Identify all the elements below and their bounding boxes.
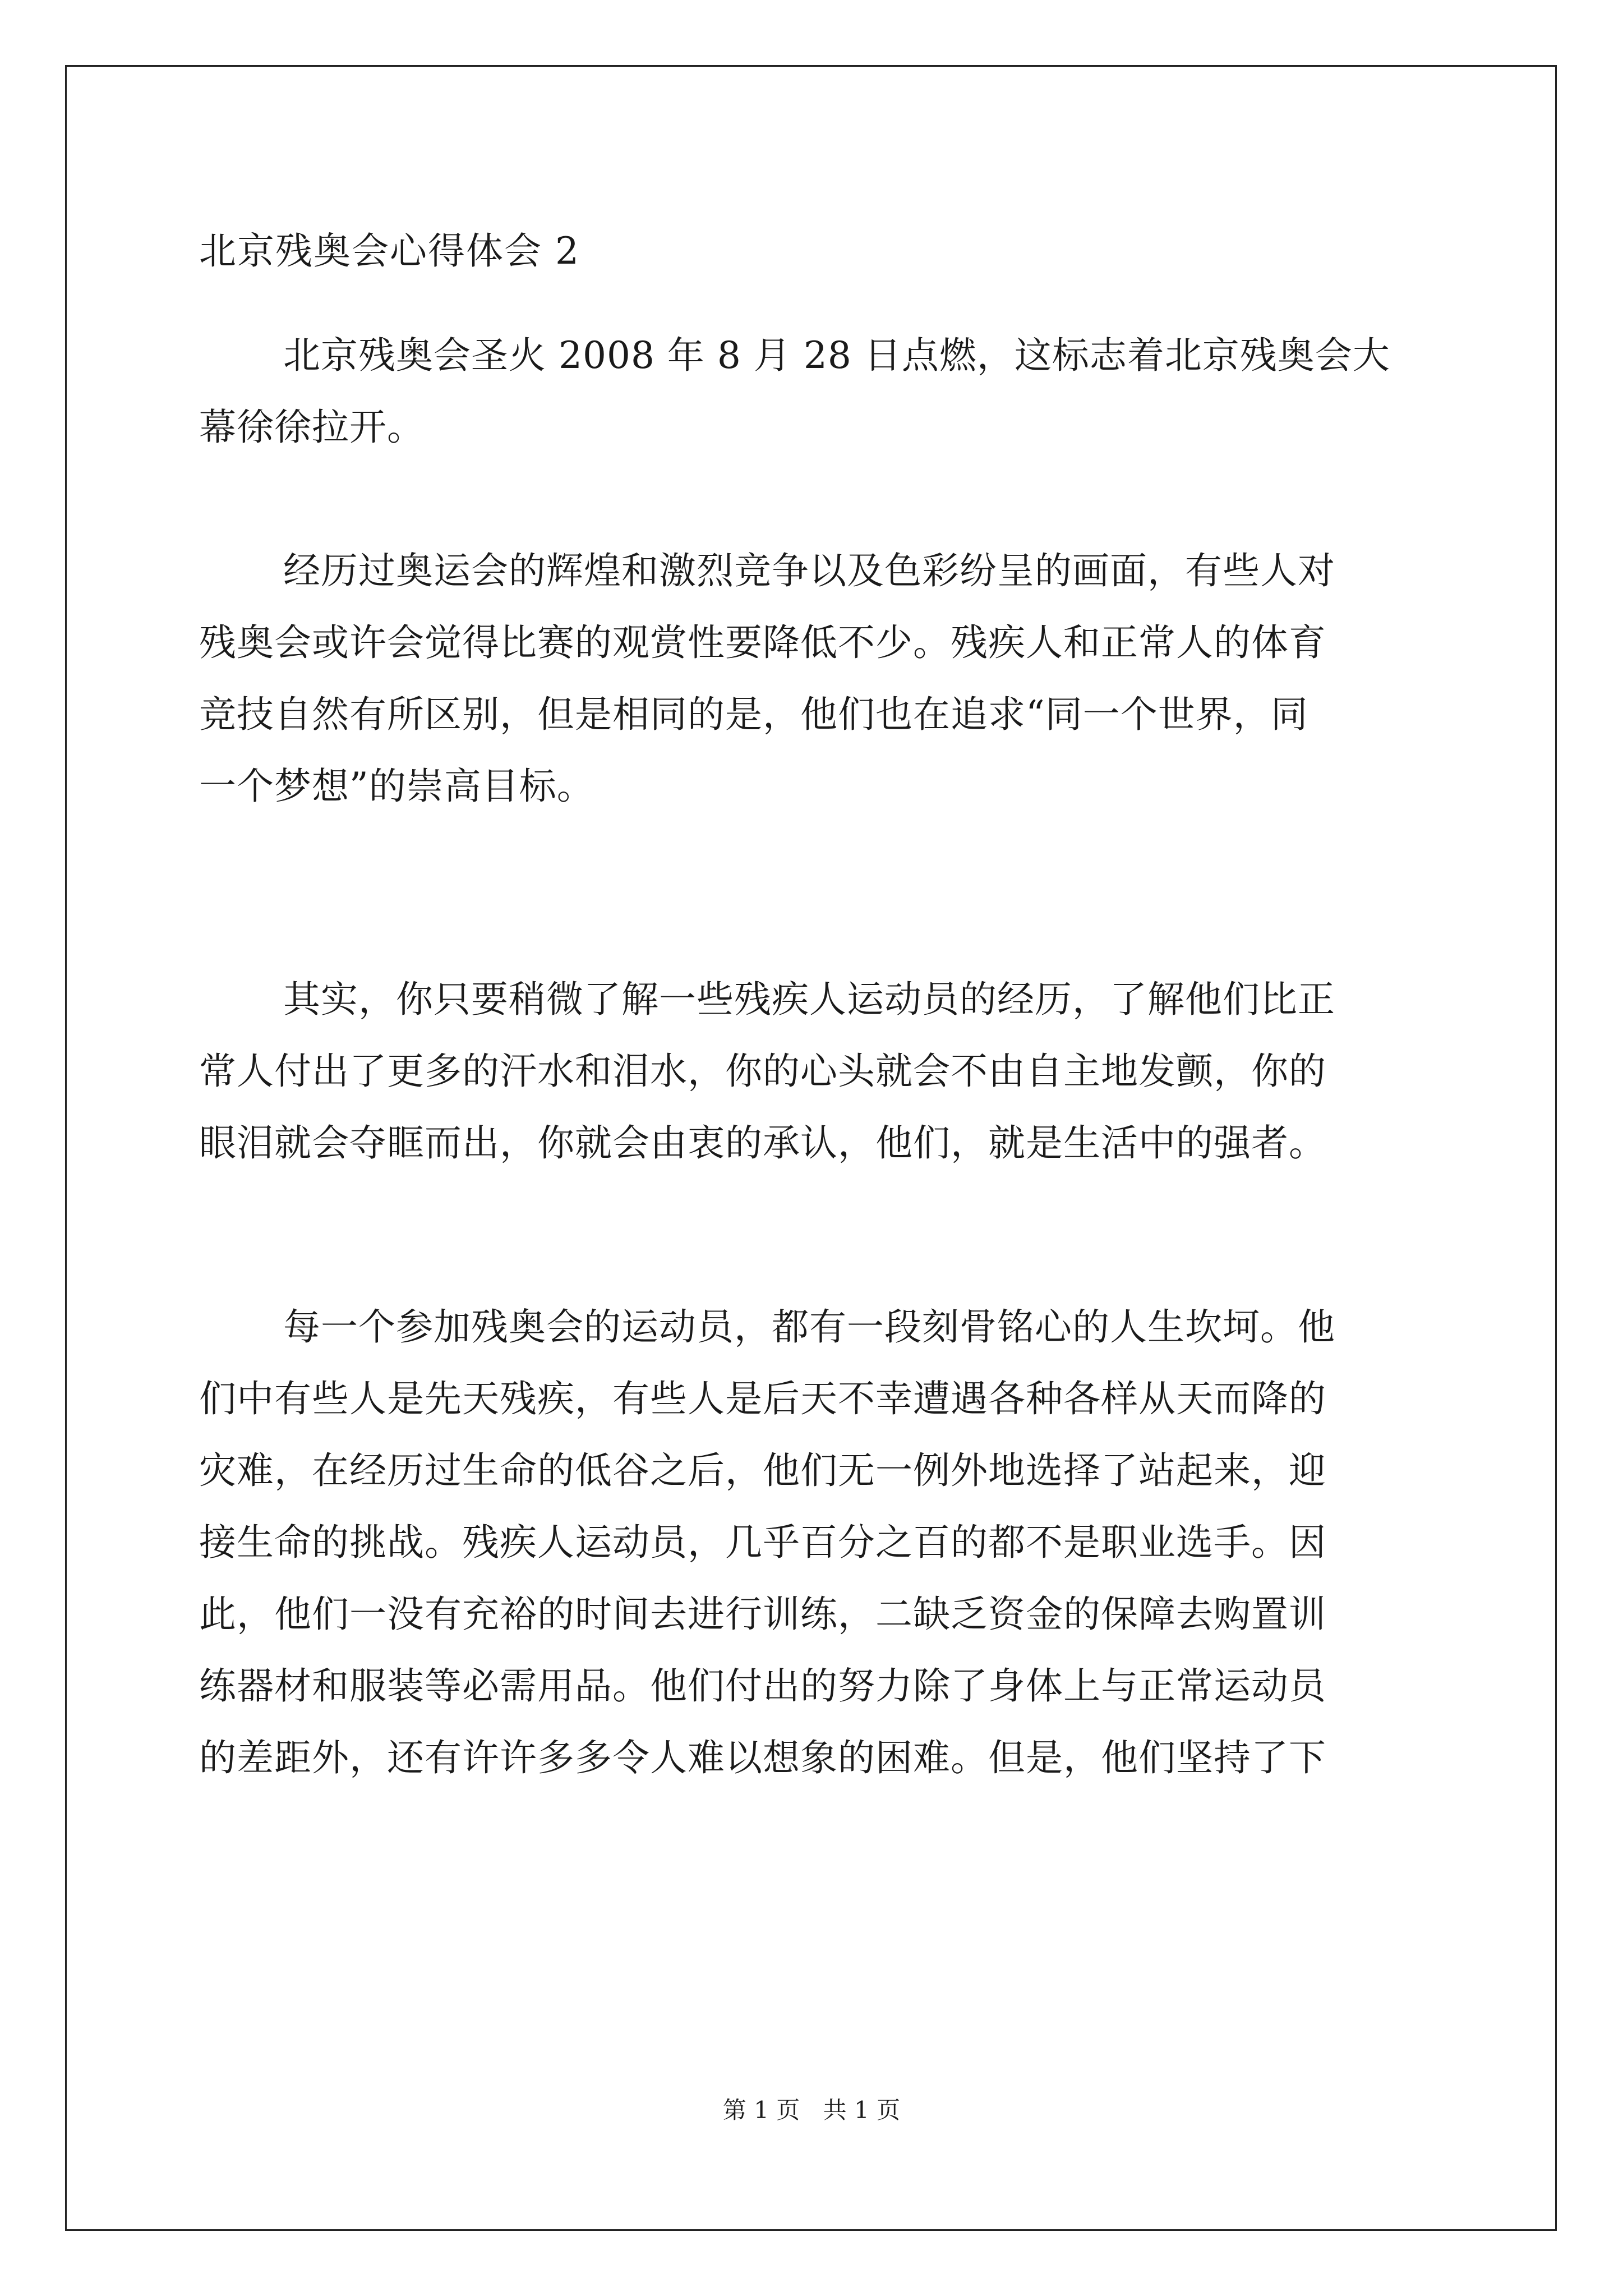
text-line: 幕徐徐拉开。 xyxy=(199,406,425,449)
page-total: 共 1 页 xyxy=(823,2096,901,2124)
text-line: 的差距外，还有许许多多令人难以想象的困难。但是，他们坚持了下 xyxy=(199,1736,1326,1779)
page-number: 第 1 页 xyxy=(722,2096,800,2124)
text-line: 常人付出了更多的汗水和泪水，你的心头就会不由自主地发颤，你的 xyxy=(199,1050,1326,1093)
text-line: 其实，你只要稍微了解一些残疾人运动员的经历，了解他们比正 xyxy=(283,978,1335,1021)
text-line: 竞技自然有所区别，但是相同的是，他们也在追求“同一个世界，同 xyxy=(199,693,1308,736)
text-line: 灾难，在经历过生命的低谷之后，他们无一例外地选择了站起来，迎 xyxy=(199,1449,1326,1492)
document-title: 北京残奥会心得体会 2 xyxy=(199,229,580,273)
page-footer xyxy=(0,2096,1623,2124)
text-line: 此，他们一没有充裕的时间去进行训练，二缺乏资金的保障去购置训 xyxy=(199,1593,1326,1636)
text-line: 残奥会或许会觉得比赛的观赏性要降低不少。残疾人和正常人的体育 xyxy=(199,621,1326,664)
text-line: 每一个参加残奥会的运动员，都有一段刻骨铭心的人生坎坷。他 xyxy=(283,1305,1335,1349)
text-line: 北京残奥会圣火 2008 年 8 月 28 日点燃，这标志着北京残奥会大 xyxy=(283,334,1390,377)
text-line: 接生命的挑战。残疾人运动员，几乎百分之百的都不是职业选手。因 xyxy=(199,1521,1326,1564)
text-line: 们中有些人是先天残疾，有些人是后天不幸遭遇各种各样从天而降的 xyxy=(199,1377,1326,1420)
text-line: 一个梦想”的崇高目标。 xyxy=(199,765,594,808)
text-line: 练器材和服装等必需用品。他们付出的努力除了身体上与正常运动员 xyxy=(199,1664,1326,1708)
text-line: 眼泪就会夺眶而出，你就会由衷的承认，他们，就是生活中的强者。 xyxy=(199,1121,1326,1165)
text-line: 经历过奥运会的辉煌和激烈竞争以及色彩纷呈的画面，有些人对 xyxy=(283,549,1335,592)
